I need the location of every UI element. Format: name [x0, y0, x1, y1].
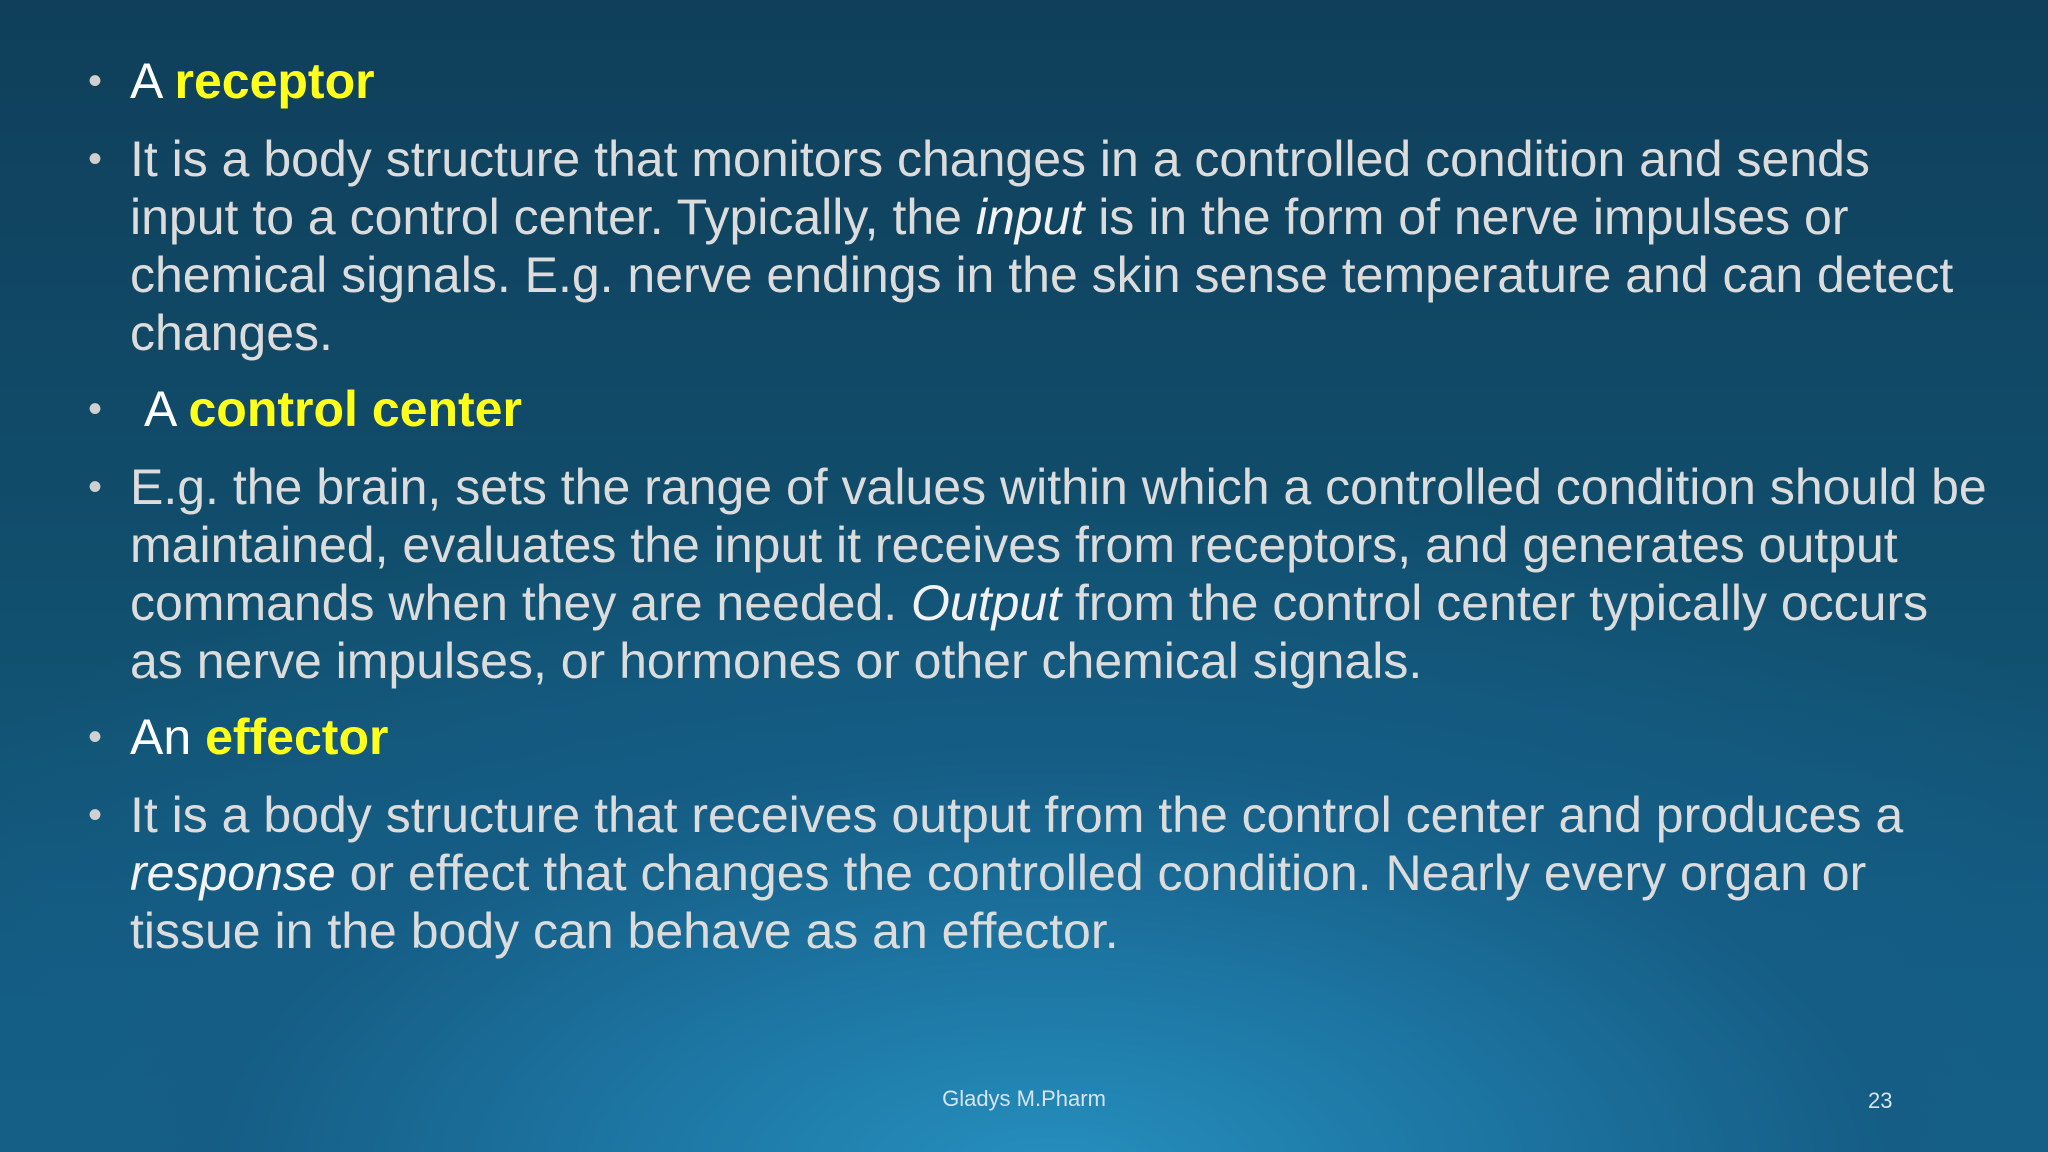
body-text: or effect that changes the controlled condition. Nearly every organ or tissue in the body can behave as an effector.: [130, 845, 1867, 959]
bullet-dot: •: [88, 59, 103, 103]
body-text: from the control center typically occurs as nerve impulses, or hormones or other chemical signals.: [130, 575, 1929, 689]
heading-prefix: An: [130, 709, 192, 765]
bullet-dot: •: [88, 387, 103, 431]
bullet-effector-description: [88, 786, 1988, 960]
keyword-effector: effector: [205, 709, 389, 765]
body-text: It is a body structure that receives output from the control center and produces a: [130, 787, 1904, 843]
bullet-control-center-description: [88, 458, 1988, 690]
slide-number: 23: [1868, 1088, 1893, 1113]
bullet-dot: •: [88, 793, 103, 837]
emphasis-input: input: [975, 189, 1085, 245]
bullet-heading-control-center: [88, 380, 1988, 438]
bullet-receptor-description: [88, 130, 1988, 362]
heading-prefix: A: [144, 381, 175, 437]
bullet-heading-receptor: [88, 52, 1988, 110]
bullet-list: [88, 52, 1988, 978]
body-text: It is a body structure that monitors changes in a controlled condition and sends input to a control center. Typically, the: [130, 131, 1870, 245]
keyword-control-center: control center: [188, 381, 522, 437]
heading-prefix: A: [130, 53, 161, 109]
body-text: E.g. the brain, sets the range of values within which a controlled condition should be maintained, evaluates the input it receives from receptors, and generates output commands when they are needed.: [130, 459, 1987, 631]
keyword-receptor: receptor: [174, 53, 375, 109]
bullet-dot: •: [88, 137, 103, 181]
emphasis-response: response: [130, 845, 336, 901]
bullet-dot: •: [88, 715, 103, 759]
bullet-dot: •: [88, 465, 103, 509]
body-text: is in the form of nerve impulses or chemical signals. E.g. nerve endings in the skin sense temperature and can detect changes.: [130, 189, 1954, 361]
bullet-heading-effector: [88, 708, 1988, 766]
slide-footer: Gladys M.Pharm: [942, 1086, 1106, 1111]
emphasis-output: Output: [911, 575, 1062, 631]
